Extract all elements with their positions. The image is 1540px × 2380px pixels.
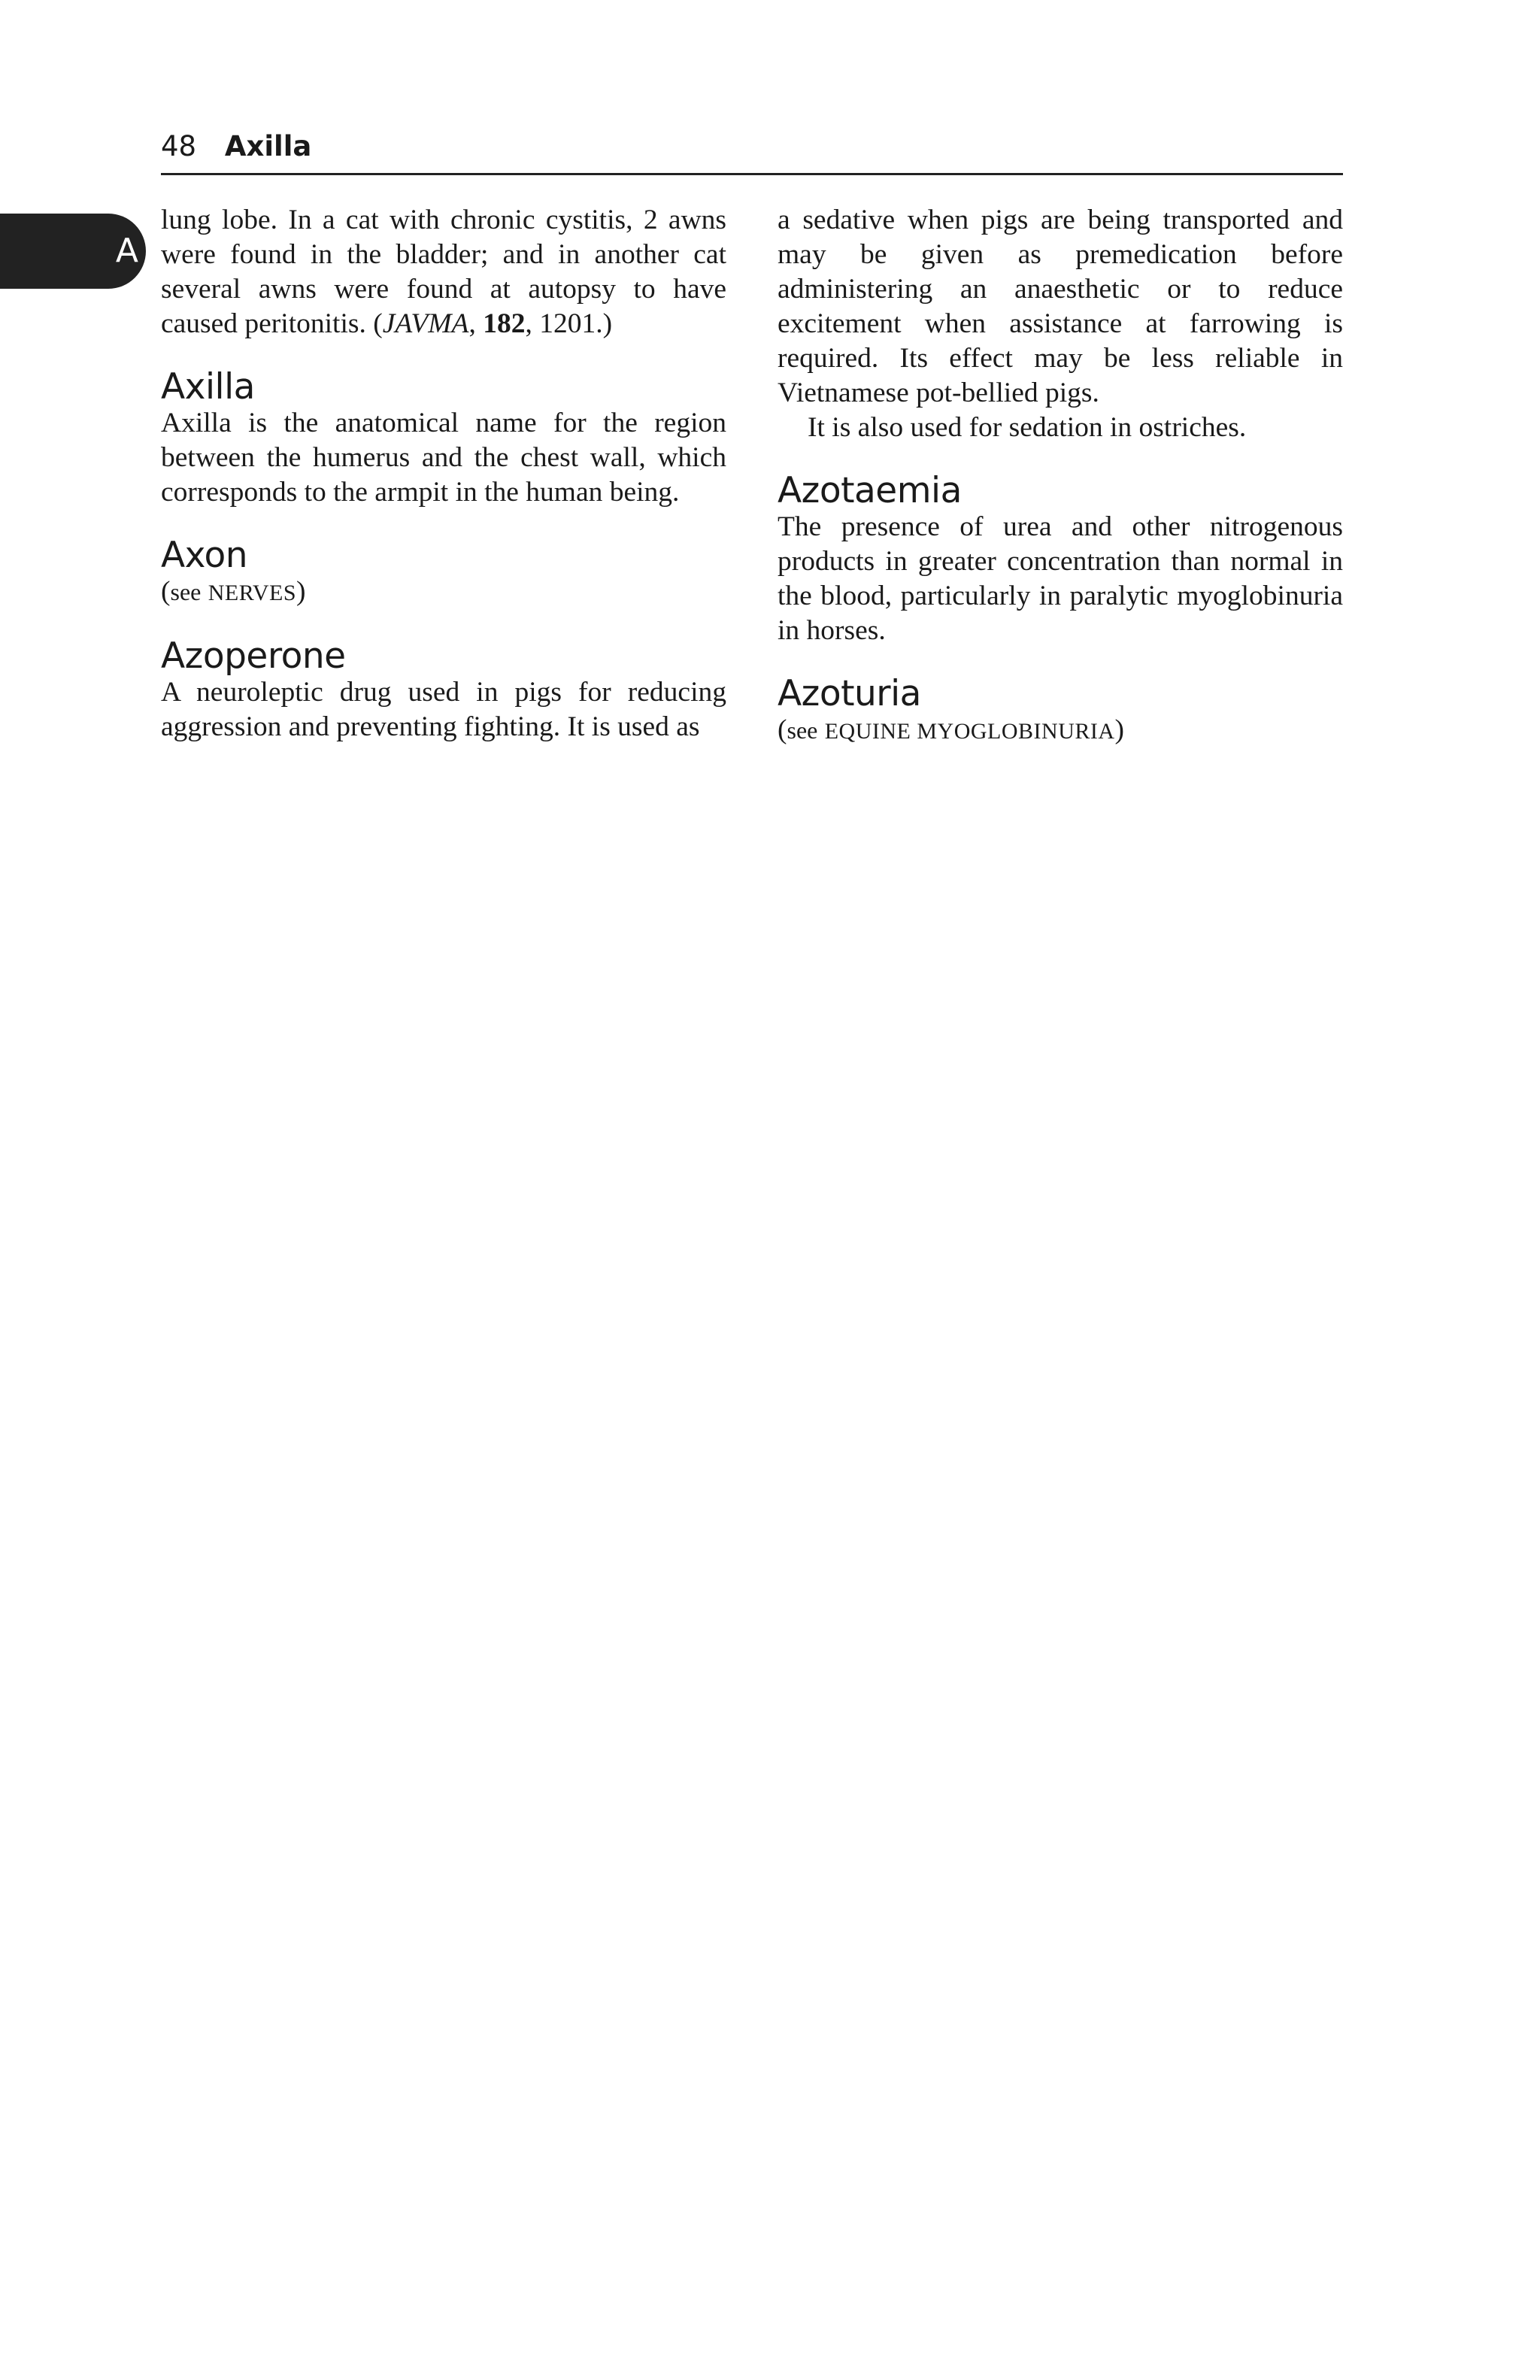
continued-text: lung lobe. In a cat with chronic cystitis, 2 awns were found in the bladder; and in another cat several awns were found at autopsy to have caused peritonitis. ( (161, 205, 726, 339)
page-number: 48 (161, 130, 197, 162)
paren-open: ( (161, 576, 171, 607)
citation-pages: , 1201.) (525, 308, 613, 339)
paren-close: ) (296, 576, 306, 607)
entry-heading-azoperone: Azoperone (161, 635, 346, 677)
continued-paragraph (161, 203, 726, 341)
entry-body-axilla: Axilla is the anatomical name for the region between the humerus and the chest wall, which corresponds to the armpit in the human being. (161, 408, 726, 508)
entry-crossref-azoturia (778, 713, 1343, 749)
entry-heading-axon: Axon (161, 535, 248, 576)
entry-crossref-axon (161, 575, 726, 611)
right-column (778, 203, 1343, 749)
left-column (161, 203, 726, 744)
thumb-index-letter: A (115, 232, 138, 270)
entry-body-azoperone-ostriches: It is also used for sedation in ostriches. (808, 412, 1247, 443)
running-head (161, 120, 1343, 175)
entry-body-azoperone: A neuroleptic drug used in pigs for reducing aggression and preventing fighting. It is used as (161, 677, 726, 742)
running-title: Axilla (224, 130, 312, 162)
entry-heading-axilla: Axilla (161, 366, 255, 408)
entry-heading-azotaemia: Azotaemia (778, 470, 962, 511)
entry-body-azoperone-continued: a sedative when pigs are being transported and may be given as premedication before administering an anaesthetic or to reduce excitement when assistance at farrowing is required. Its effect may be less reliable in Vietnamese pot-bellied pigs. (778, 205, 1343, 408)
citation-separator: , (468, 308, 484, 339)
paren-open: ( (778, 714, 787, 745)
entry-body-azotaemia: The presence of urea and other nitrogenous products in greater concentration than normal in the blood, particularly in paralytic myoglobinuria in horses. (778, 511, 1343, 646)
entry-heading-azoturia: Azoturia (778, 673, 921, 714)
crossref-link-equine-myoglobinuria[interactable]: EQUINE MYOGLOBINURIA (824, 719, 1115, 744)
paren-close: ) (1114, 714, 1125, 745)
thumb-index-tab (0, 214, 146, 289)
see-word: see (170, 578, 202, 605)
see-word: see (787, 717, 818, 744)
citation-volume: 182 (483, 308, 526, 339)
journal-citation: JAVMA (382, 308, 469, 339)
crossref-link-nerves[interactable]: NERVES (208, 581, 297, 605)
